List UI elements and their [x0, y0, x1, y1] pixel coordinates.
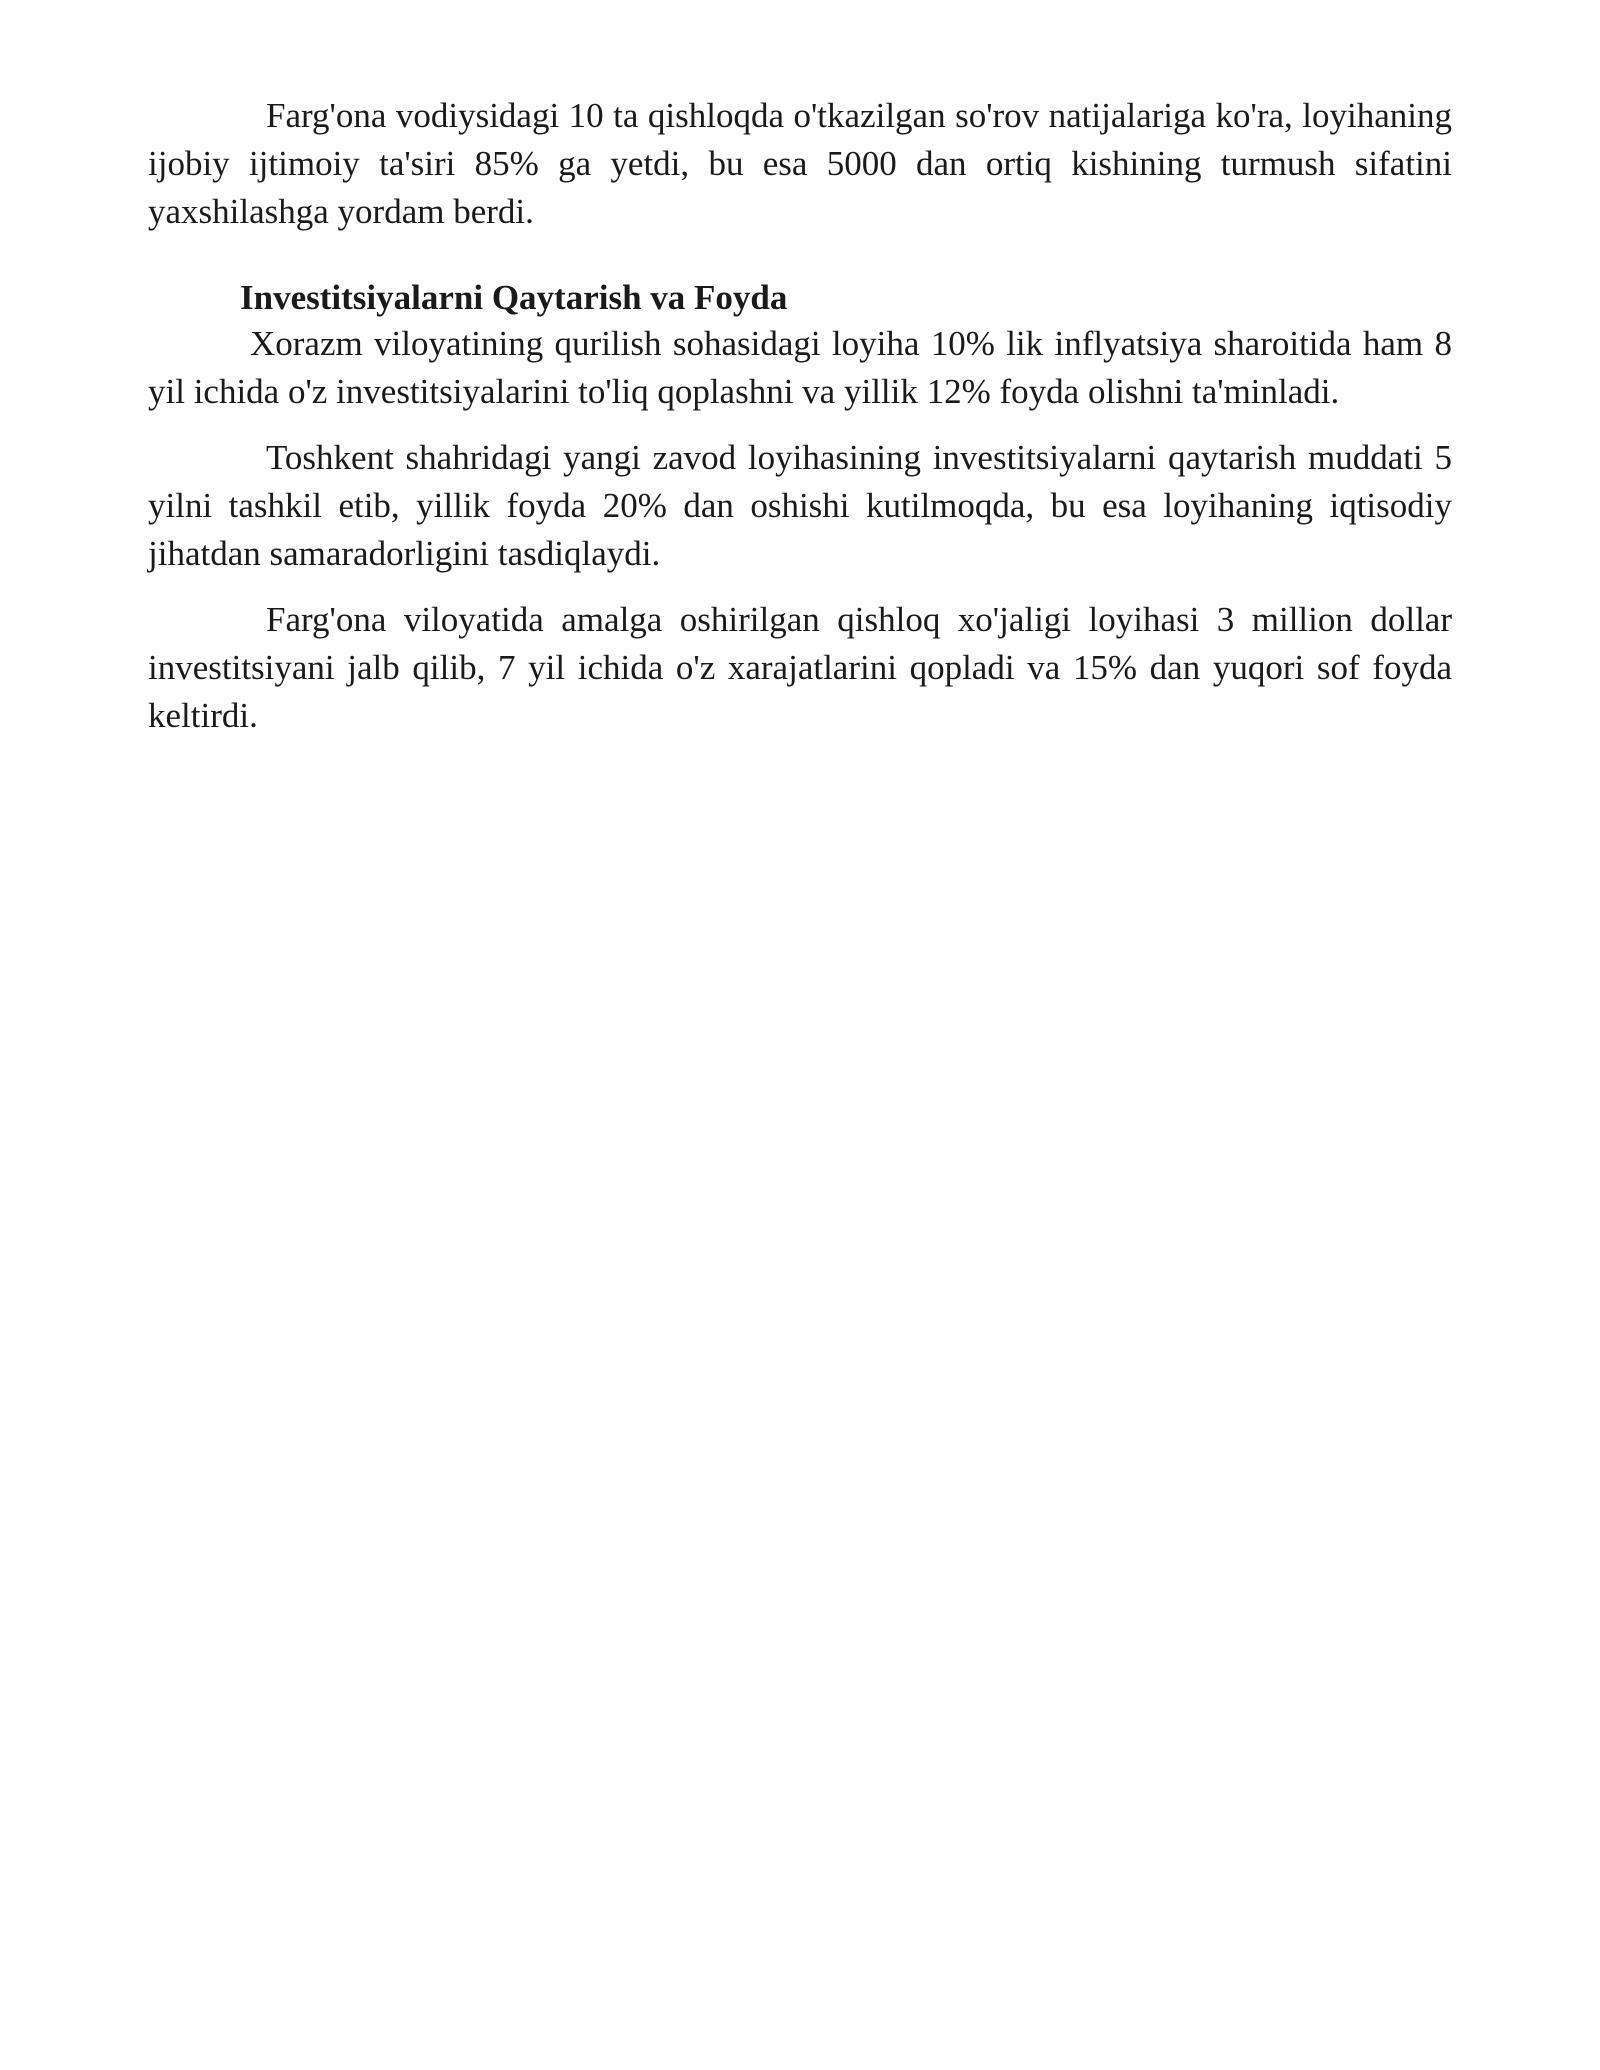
paragraph-fargona-agriculture: Farg'ona viloyatida amalga oshirilgan qishloq xo'jaligi loyihasi 3 million dollar investitsiyani jalb qilib, 7 yil ichida o'z xarajatlarini qopladi va 15% dan yuqori sof foyda keltirdi.	[148, 600, 1452, 735]
document-body	[148, 92, 1452, 740]
paragraph-xorazm-project: Xorazm viloyatining qurilish sohasidagi loyiha 10% lik inflyatsiya sharoitida ham 8 yil ichida o'z investitsiyalarini to'liq qoplashni va yillik 12% foyda olishni ta'minladi.	[148, 324, 1452, 411]
paragraph-toshkent-project: Toshkent shahridagi yangi zavod loyihasining investitsiyalarni qaytarish muddati 5 yilni tashkil etib, yillik foyda 20% dan oshishi kutilmoqda, bu esa loyihaning iqtisodiy jihatdan samaradorligini tasdiqlaydi.	[148, 438, 1452, 573]
paragraph-social-impact: Farg'ona vodiysidagi 10 ta qishloqda o'tkazilgan so'rov natijalariga ko'ra, loyihaning ijobiy ijtimoiy ta'siri 85% ga yetdi, bu esa 5000 dan ortiq kishining turmush sifatini yaxshilashga yordam berdi.	[148, 96, 1452, 231]
section-heading: Investitsiyalarni Qaytarish va Foyda	[240, 278, 788, 317]
